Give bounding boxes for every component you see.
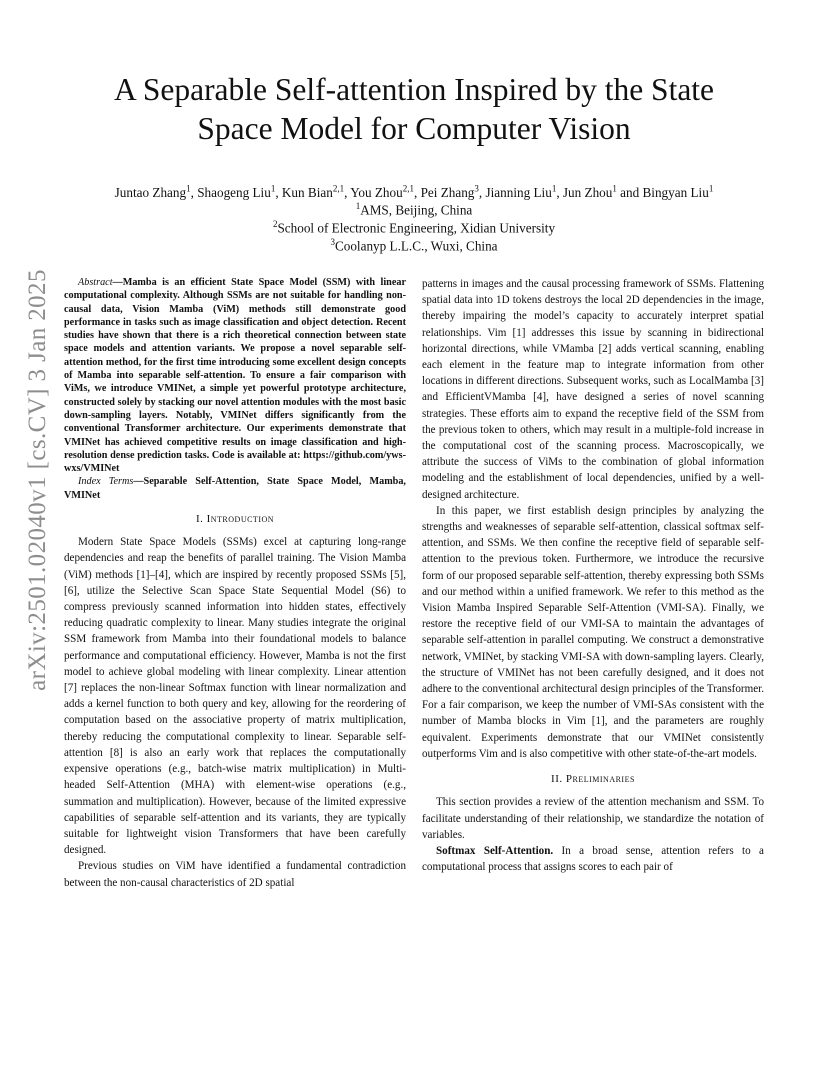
author: Pei Zhang$^3$, <box>420 184 486 201</box>
preliminaries-paragraph <box>422 843 764 875</box>
abstract-label: Abstract <box>78 277 113 288</box>
affiliation: $^3$Coolanyp L.L.C., Wuxi, China <box>330 237 498 254</box>
section-heading-preliminaries: II. Preliminaries <box>551 773 635 786</box>
author: Bingyan Liu$^1$ <box>642 184 714 201</box>
author: Jianning Liu$^1$, <box>485 184 563 201</box>
left-column <box>64 276 406 891</box>
paragraph-run-in-heading: Softmax Self-Attention. <box>436 844 554 857</box>
abstract-body: —Mamba is an efficient State Space Model (SSM) with linear computational complexity. Although SSMs are not suitable for handling non-causal data, Vision Mamba (ViM) methods still demonstrate good performance in tasks such as image classification and object detection. Recent studies have shown that there is a rich theoretical connection between state space models and attention variants. We propose a novel separable self-attention method, for the first time introducing some excellent design concepts of Mamba into separable self-attention. To ensure a fair comparison with ViMs, we introduce VMINet, a simple yet powerful prototype architecture, constructed solely by stacking our novel attention modules with the most basic down-sampling layers. Notably, VMINet differs significantly from the conventional Transformer architecture. Our experiments demonstrate that VMINet has achieved competitive results on image classification and high-resolution dense prediction tasks. Code is available at: https://github.com/yws-wxs/VMINet <box>64 277 406 475</box>
preliminaries-paragraph: This section provides a review of the attention mechanism and SSM. To facilitate understanding of their relationship, we standardize the notation of variables. <box>422 796 764 841</box>
section-heading-introduction: I. Introduction <box>195 513 275 526</box>
index-terms-body: —Separable Self-Attention, State Space Model, Mamba, VMINet <box>64 476 406 501</box>
author: You Zhou$^{2,1}$, <box>350 184 421 201</box>
index-terms <box>64 475 406 502</box>
right-column <box>422 276 764 875</box>
index-terms-label: Index Terms <box>78 476 134 488</box>
author: Juntao Zhang$^1$, <box>114 184 198 201</box>
affiliation: $^2$School of Electronic Engineering, Xidian University <box>272 219 556 236</box>
intro-paragraph: Previous studies on ViM have identified a fundamental contradiction between the non-causal characteristics of 2D spatial <box>64 860 406 889</box>
intro-paragraph-continued: patterns in images and the causal processing framework of SSMs. Flattening spatial data into 1D tokens destroys the local 2D dependencies in the image, thereby impairing the model’s capacity to accurately interpret spatial relationships. Vim [1] addresses this issue by scanning in bidirectional horizontal directions, while VMamba [2] adds vertical scanning, enabling each element in the feature map to integrate information from other locations in different directions. Subsequent works, such as LocalMamba [3] and EfficientVMamba [4], have designed a series of novel scanning strategies. These efforts aim to expand the receptive field of the SSM from the previous token to others, which may result in a multiple-fold increase in the computational cost of the scanning process. Macroscopically, we attribute the success of ViMs to the combination of global information modeling and the establishment of local dependencies, unified by a well-designed architecture. <box>422 278 764 501</box>
intro-paragraph: Modern State Space Models (SSMs) excel at capturing long-range dependencies and reap the benefits of parallel training. The Vision Mamba (ViM) methods [1]–[4], which are inspired by recently proposed SSMs [5], [6], utilize the Selective Scan Space State Sequential Model (S6) to compress previously scanned information into hidden states, effectively reducing quadratic complexity to linear. Many studies integrate the original SSM framework from Mamba into their foundational models to balance performance and computational efficiency. However, Mamba is not the first model to achieve global modeling with linear complexity. Linear attention [7] replaces the non-linear Softmax function with linear normalization and adds a kernel function to both query and key, allowing for the reordering of computation based on the associative property of matrix multiplication, thereby reducing the computational complexity to linear. Separable self-attention [8] is also an early work that replaces the computationally expensive operations (e.g., batch-wise matrix multiplication) in Multi-headed Self-Attention (MHA) with element-wise operations (e.g., summation and multiplication). However, because of the limited expressive capabilities of separable self-attention and its variants, they are typically suitable for lightweight vision Transformers that have been carefully designed. <box>64 536 406 857</box>
title-line-1: A Separable Self-attention Inspired by the State <box>113 72 715 107</box>
paper-title <box>80 70 748 148</box>
author: Shaogeng Liu$^1$, <box>197 184 282 201</box>
abstract <box>64 276 406 475</box>
paragraph-body: In a broad sense, attention refers to a computational process that assigns scores to each pair of <box>422 844 764 874</box>
arxiv-identifier-text[interactable]: arXiv:2501.02040v1 [cs.CV] 3 Jan 2025 <box>24 269 51 691</box>
affiliation: $^1$AMS, Beijing, China <box>355 201 473 218</box>
author: Jun Zhou$^1$ and <box>562 184 643 201</box>
title-line-2: Space Model for Computer Vision <box>197 111 631 146</box>
author: Kun Bian$^{2,1}$, <box>281 184 351 201</box>
intro-paragraph: In this paper, we first establish design principles by analyzing the strengths and weaknesses of separable self-attention, classical softmax self-attention, and SSMs. We then confine the receptive field of separable self-attention to the previous token. Furthermore, we introduce the recursive form of our proposed separable self-attention, thereby expressing both SSMs and our method within a unified framework. We refer to this method as the Vision Mamba Inspired Separable Self-Attention (VMI-SA). Finally, we restore the receptive field of our VMI-SA to maintain the advantages of separable self-attention in parallel computing. We construct a demonstrative network, VMINet, by stacking VMI-SA with down-sampling layers. Clearly, the structure of VMINet has not been carefully designed, and it does not adhere to the conventional architectural design principles of the Transformer. For a fair comparison, we keep the number of VMI-SAs consistent with the number of Mamba blocks in Vim [1], and the parameters are roughly equivalent. Experiments demonstrate that our VMINet consistently outperforms Vim and is also competitive with other state-of-the-art models. <box>422 504 764 760</box>
